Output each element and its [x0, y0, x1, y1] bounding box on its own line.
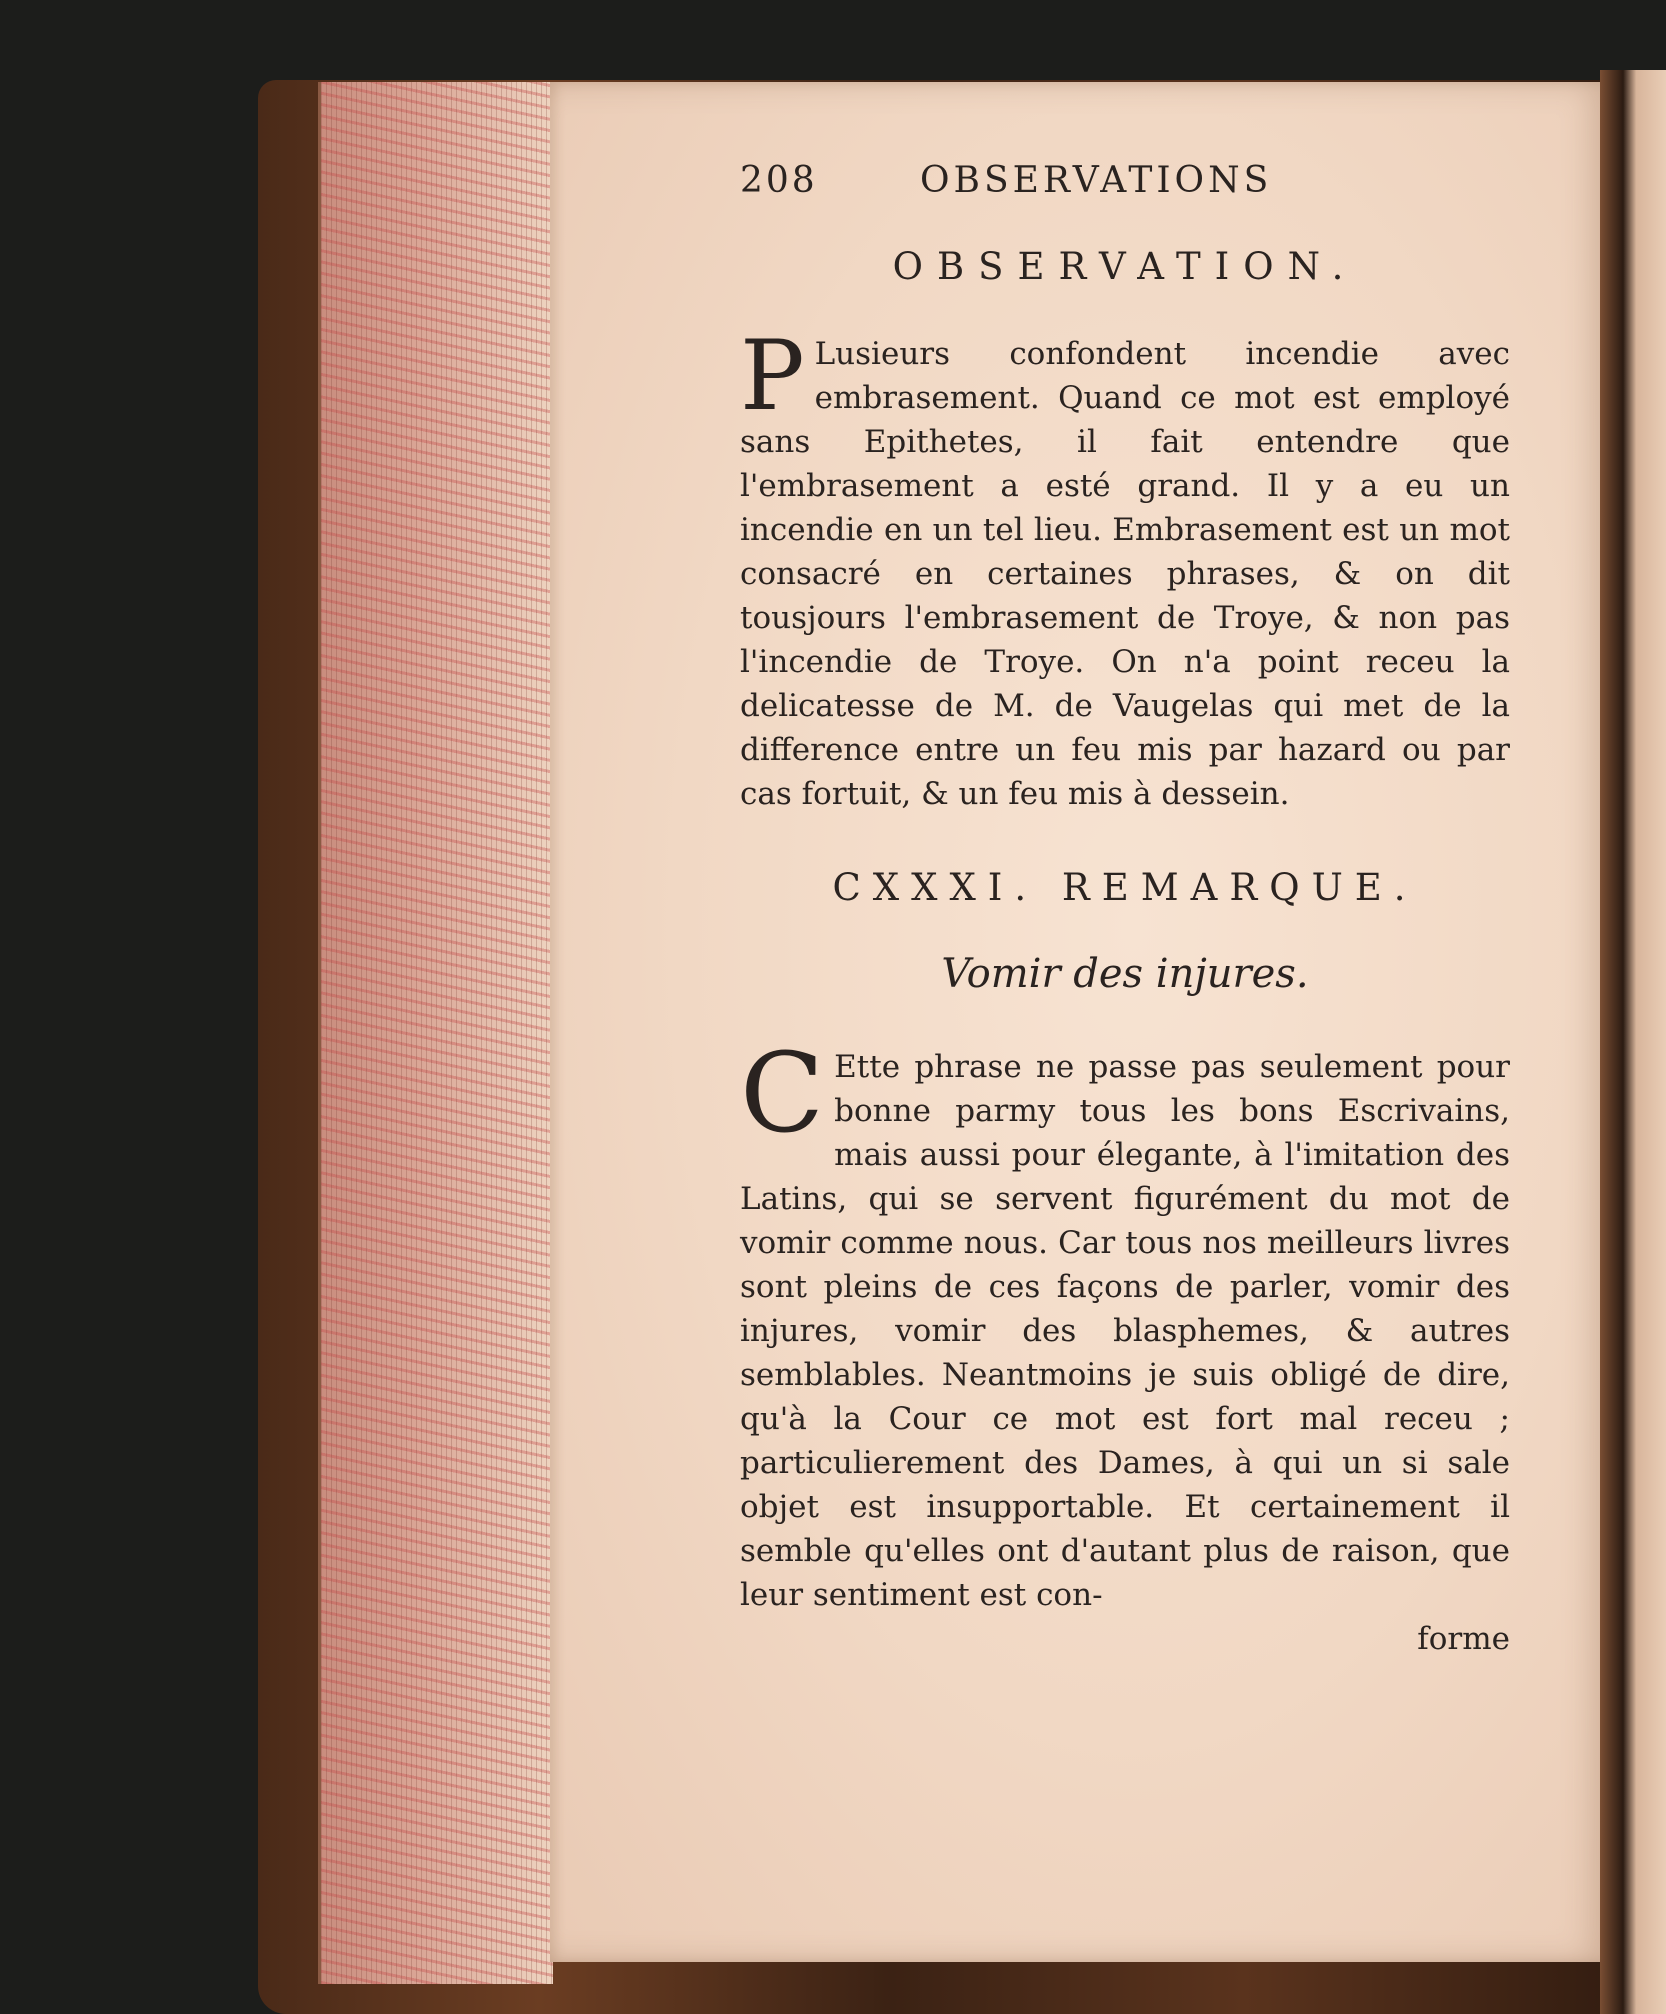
- observation-heading: OBSERVATION.: [892, 245, 1358, 288]
- remarque-paragraph: [740, 1029, 1510, 1617]
- remarque-text: Ette phrase ne passe pas seulement pour bonne parmy tous les bons Escrivains, mais aussi pour élegante, à l'imitation des Latins, qui se servent figurément du mot de vomir comme nous. Car tous nos meilleurs livres sont pleins de ces façons de parler, vomir des injures, vomir des blasphemes, & autres semblables. Neantmoins je suis obligé de dire, qu'à la Cour ce mot est fort mal receu ; particulierement des Dames, à qui un si sale objet est insupportable. Et certainement il semble qu'elles ont d'autant plus de raison, que leur sentiment est con-: [740, 1049, 1510, 1613]
- observation-text: Lusieurs confondent incendie avec embrasement. Quand ce mot est employé sans Epithetes, il fait entendre que l'embrasement a esté grand. Il y a eu un incendie en un tel lieu. Embrasement est un mot consacré en certaines phrases, & on dit tousjours l'embrasement de Troye, & non pas l'incendie de Troye. On n'a point receu la delicatesse de M. de Vaugelas qui met de la difference entre un feu mis par hazard ou par cas fortuit, & un feu mis à dessein.: [740, 336, 1510, 812]
- opposite-page-edge: [1600, 70, 1666, 2014]
- running-title: OBSERVATIONS: [920, 160, 1273, 201]
- page-block-edges: [318, 82, 553, 1984]
- remarque-dropcap: C: [740, 1029, 825, 1157]
- catchword: forme: [1417, 1621, 1510, 1657]
- page-number: 208: [740, 160, 818, 201]
- observation-dropcap: P: [740, 320, 805, 432]
- remarque-heading: CXXXI. REMARQUE.: [832, 866, 1418, 909]
- observation-paragraph: [740, 320, 1510, 816]
- page-text: [740, 160, 1510, 1661]
- remarque-subtitle: Vomir des injures.: [941, 951, 1309, 997]
- running-head: [740, 160, 1510, 201]
